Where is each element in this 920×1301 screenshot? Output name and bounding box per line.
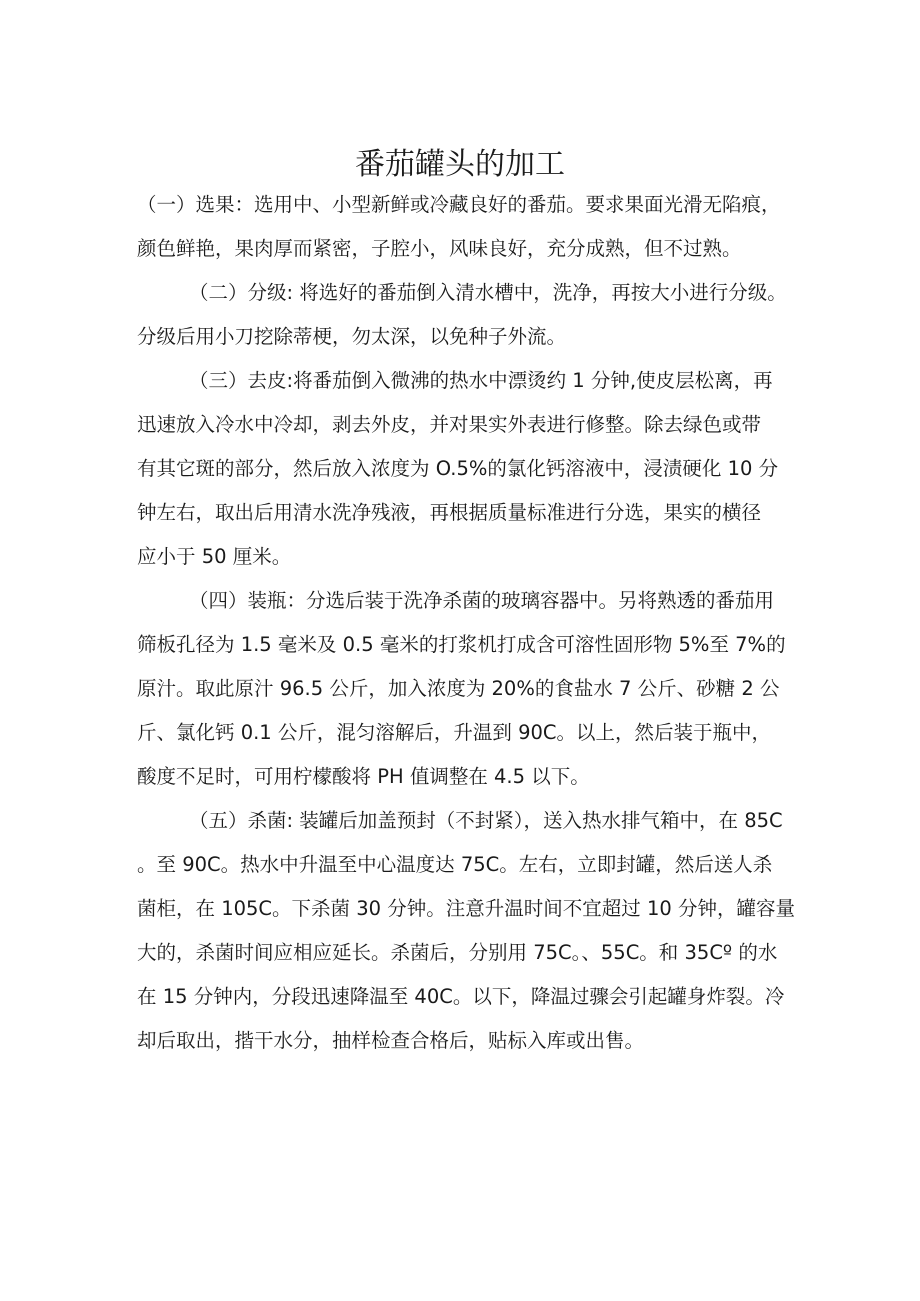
section-sterilization — [137, 799, 837, 1063]
paragraph-line: 。至 90C。热水中升温至中心温度达 75C。左右，立即封罐，然后送人杀 — [137, 853, 773, 876]
paragraph-line: 在 15 分钟内，分段迅速降温至 40C。以下，降温过骤会引起罐身炸裂。冷 — [137, 985, 785, 1008]
paragraph-line: （三）去皮:将番茄倒入微沸的热水中漂烫约 1 分钟,使皮层松离，再 — [189, 369, 773, 392]
paragraph-line: 迅速放入冷水中冷却，剥去外皮，并对果实外表进行修整。除去绿色或带 — [137, 413, 762, 436]
section-fruit-selection — [137, 183, 837, 271]
paragraph-line: 有其它斑的部分，然后放入浓度为 O.5%的氯化钙溶液中，浸渍硬化 10 分 — [137, 457, 779, 480]
section-bottling — [137, 579, 837, 799]
section-grading — [137, 271, 837, 359]
paragraph-line: （二）分级: 将选好的番茄倒入清水槽中，洗净，再按大小进行分级。 — [189, 281, 787, 304]
paragraph-line: 斤、氯化钙 0.1 公斤，混匀溶解后，升温到 90C。以上，然后装于瓶中， — [137, 721, 772, 744]
paragraph-line: （四）装瓶：分选后装于洗净杀菌的玻璃容器中。另将熟透的番茄用 — [189, 589, 775, 612]
paragraph-line: （一）选果：选用中、小型新鲜或冷藏良好的番茄。要求果面光滑无陷痕， — [137, 193, 781, 216]
paragraph-line: 大的，杀菌时间应相应延长。杀菌后，分别用 75C。、55C。和 35Cº 的水 — [137, 941, 778, 964]
paragraph-line: 原汁。取此原汁 96.5 公斤，加入浓度为 20%的食盐水 7 公斤、砂糖 2 公 — [137, 677, 780, 700]
section-peeling — [137, 359, 837, 579]
paragraph-line: 筛板孔径为 1.5 毫米及 0.5 毫米的打浆机打成含可溶性固形物 5%至 7%的 — [137, 633, 786, 656]
page-title: 番茄罐头的加工 — [355, 147, 565, 183]
paragraph-line: 酸度不足时，可用柠檬酸将 PH 值调整在 4.5 以下。 — [137, 765, 590, 788]
paragraph-line: 却后取出，揩干水分，抽样检查合格后，贴标入库或出售。 — [137, 1029, 645, 1052]
paragraph-line: 应小于 50 厘米。 — [137, 545, 292, 568]
document-body — [137, 183, 837, 1063]
paragraph-line: 分级后用小刀挖除蒂梗，勿太深，以免种子外流。 — [137, 325, 567, 348]
paragraph-line: 菌柜，在 105C。下杀菌 30 分钟。注意升温时间不宜超过 10 分钟，罐容量 — [137, 897, 795, 920]
paragraph-line: 颜色鲜艳，果肉厚而紧密，子腔小，风味良好，充分成熟，但不过熟。 — [137, 237, 742, 260]
paragraph-line: 钟左右，取出后用清水洗净残液，再根据质量标准进行分选，果实的横径 — [137, 501, 762, 524]
paragraph-line: （五）杀菌: 装罐后加盖预封（不封紧），送入热水排气箱中，在 85C — [189, 809, 783, 832]
